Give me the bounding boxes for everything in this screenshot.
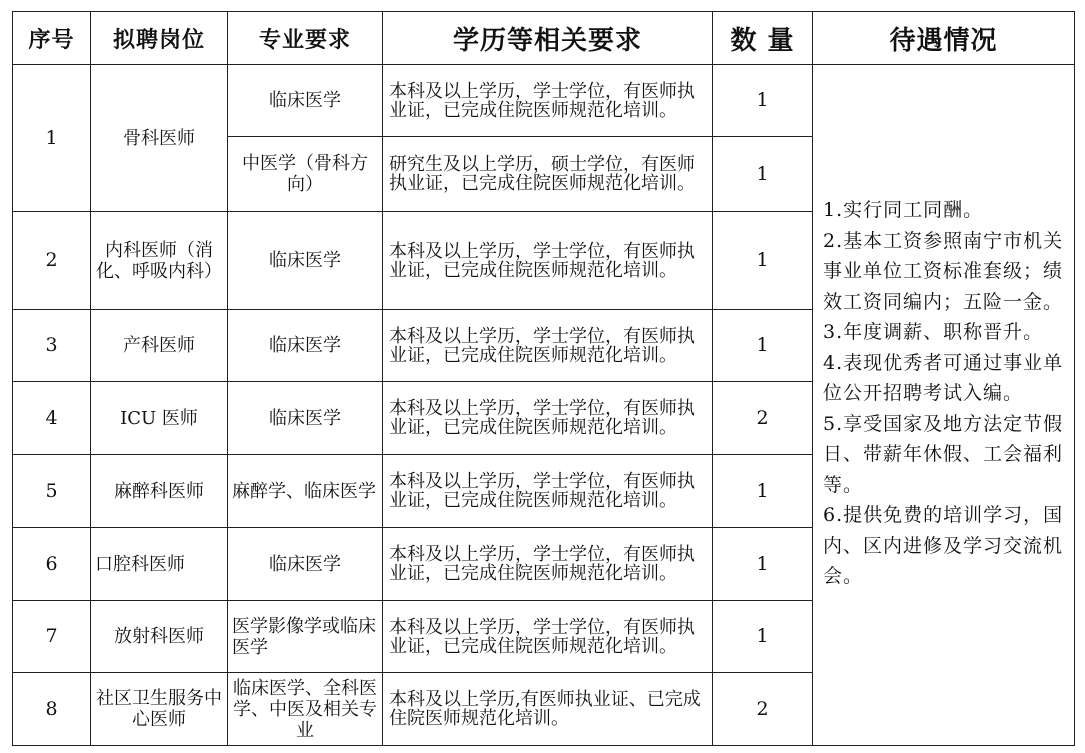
header-major: 专业要求 xyxy=(228,12,383,65)
header-benefits: 待遇情况 xyxy=(813,12,1075,65)
row-count: 2 xyxy=(713,382,813,455)
row-no: 6 xyxy=(13,528,91,601)
recruitment-table xyxy=(12,11,1075,746)
row-major: 临床医学、全科医学、中医及相关专业 xyxy=(228,673,383,746)
row-count: 1 xyxy=(713,310,813,382)
benefit-item: 1.实行同工同酬。 xyxy=(823,199,984,221)
row-position: 产科医师 xyxy=(91,310,228,382)
benefit-item: 2.基本工资参照南宁市机关事业单位工资标准套级；绩效工资同编内；五险一金。 xyxy=(823,229,1064,313)
row-position: 内科医师（消化、呼吸内科） xyxy=(91,212,228,310)
row-no: 4 xyxy=(13,382,91,455)
benefit-item: 4.表现优秀者可通过事业单位公开招聘考试入编。 xyxy=(823,351,1064,404)
row-education: 本科及以上学历，学士学位，有医师执业证，已完成住院医师规范化培训。 xyxy=(383,212,713,310)
row-major: 麻醉学、临床医学 xyxy=(228,455,383,528)
row-no: 8 xyxy=(13,673,91,746)
row-no: 1 xyxy=(13,65,91,212)
row-count: 2 xyxy=(713,673,813,746)
row-position: 麻醉科医师 xyxy=(91,455,228,528)
row-major: 临床医学 xyxy=(228,65,383,137)
row-major: 临床医学 xyxy=(228,528,383,601)
header-education: 学历等相关要求 xyxy=(383,12,713,65)
row-count: 1 xyxy=(713,528,813,601)
row-education: 本科及以上学历，学士学位，有医师执业证，已完成住院医师规范化培训。 xyxy=(383,528,713,601)
row-no: 3 xyxy=(13,310,91,382)
header-count: 数 量 xyxy=(713,12,813,65)
row-position: 放射科医师 xyxy=(91,601,228,673)
header-position: 拟聘岗位 xyxy=(91,12,228,65)
row-education: 本科及以上学历，学士学位，有医师执业证，已完成住院医师规范化培训。 xyxy=(383,382,713,455)
benefit-item: 6.提供免费的培训学习，国内、区内进修及学习交流机会。 xyxy=(823,504,1064,587)
row-position: 口腔科医师 xyxy=(91,528,228,601)
header-row xyxy=(13,12,1075,65)
row-count: 1 xyxy=(713,137,813,212)
row-count: 1 xyxy=(713,65,813,137)
row-major: 医学影像学或临床医学 xyxy=(228,601,383,673)
row-education: 本科及以上学历，学士学位，有医师执业证，已完成住院医师规范化培训。 xyxy=(383,601,713,673)
row-position: 社区卫生服务中心医师 xyxy=(91,673,228,746)
row-major: 中医学（骨科方向） xyxy=(228,137,383,212)
row-no: 2 xyxy=(13,212,91,310)
row-position: 骨科医师 xyxy=(91,65,228,212)
row-count: 1 xyxy=(713,601,813,673)
header-no: 序号 xyxy=(13,12,91,65)
row-position: ICU 医师 xyxy=(91,382,228,455)
benefit-item: 5.享受国家及地方法定节假日、带薪年休假、工会福利等。 xyxy=(823,412,1064,496)
row-major: 临床医学 xyxy=(228,310,383,382)
row-count: 1 xyxy=(713,212,813,310)
row-count: 1 xyxy=(713,455,813,528)
row-education: 本科及以上学历，学士学位，有医师执业证，已完成住院医师规范化培训。 xyxy=(383,310,713,382)
row-education: 本科及以上学历，学士学位，有医师执业证，已完成住院医师规范化培训。 xyxy=(383,65,713,137)
row-education: 研究生及以上学历，硕士学位，有医师执业证，已完成住院医师规范化培训。 xyxy=(383,137,713,212)
table-row xyxy=(13,65,1075,137)
row-no: 5 xyxy=(13,455,91,528)
row-education: 本科及以上学历,有医师执业证、已完成住院医师规范化培训。 xyxy=(383,673,713,746)
row-education: 本科及以上学历，学士学位，有医师执业证，已完成住院医师规范化培训。 xyxy=(383,455,713,528)
row-major: 临床医学 xyxy=(228,212,383,310)
row-no: 7 xyxy=(13,601,91,673)
benefits-cell xyxy=(813,65,1075,746)
row-major: 临床医学 xyxy=(228,382,383,455)
benefit-item: 3.年度调薪、职称晋升。 xyxy=(823,321,1044,343)
